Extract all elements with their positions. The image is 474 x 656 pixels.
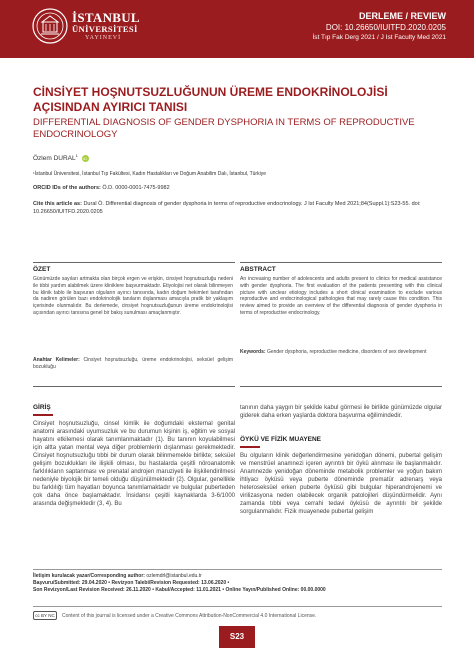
citation-block (33, 201, 443, 216)
author-name: Özlem DURAL (33, 155, 76, 163)
history-exam-heading: ÖYKÜ VE FİZİK MUAYENE (240, 436, 322, 443)
divider (33, 262, 235, 263)
abstract-en-heading: ABSTRACT (240, 266, 276, 273)
cite-label: Cite this article as: (33, 201, 82, 207)
author-line (33, 153, 89, 162)
article-history (33, 573, 326, 594)
heading-underline (33, 414, 53, 416)
orcid-label: ORCID IDs of the authors: (33, 185, 101, 191)
keywords-tr-label: Anahtar Kelimeler: (33, 357, 80, 363)
orcid-value[interactable]: Ö.D. 0000-0001-7475-9982 (102, 185, 170, 191)
title-english: DIFFERENTIAL DIAGNOSIS OF GENDER DYSPHORIA IN TERMS OF REPRODUCTIVE ENDOCRINOLOGY (33, 117, 415, 140)
dates-line-1: Başvuru/Submitted: 29.04.2020 • Revizyon Talebi/Revision Requested: 13.06.2020 • (33, 580, 230, 586)
corresponding-email[interactable]: ozlemdrl@istanbul.edu.tr (146, 573, 202, 579)
orcid-line (33, 185, 170, 191)
affiliation: ¹İstanbul Üniversitesi, İstanbul Tıp Fakültesi, Kadın Hastalıkları ve Doğum Anabilim Dalı, İstanbul, Türkiye (33, 171, 266, 177)
abstract-tr-heading: ÖZET (33, 266, 51, 273)
keywords-tr (33, 357, 233, 371)
footer-divider (33, 569, 442, 570)
cite-text: Dural Ö. Differential diagnosis of gender dysphoria in terms of reproductive endocrinology. J Ist Faculty Med 2021;84(Suppl.1):S23-55. doi: 10.26650/IUITFD.2020.0205 (33, 201, 421, 215)
continued-text: tanının daha yaygın bir şekilde kabul görmesi ile birlikte günümüzde olgular giderek daha erken yaşlarda doktora başvurma eğilimindedir. (240, 405, 442, 419)
orcid-icon[interactable]: iD (83, 155, 88, 161)
abstract-en-body: An increasing number of adolescents and adults present to clinics for medical assistance with gender dysphoria. The first evaluation of the patients presenting with this clinical picture with unclear etiology includes a short clinical examination to exclude various reproductive and endocrinological pathologies that may rarely cause this condition. This review aimed to provide an overview of the differential diagnosis of gender dysphoria in terms of reproductive endocrinology. (240, 276, 442, 316)
divider (33, 386, 235, 387)
article-type: DERLEME / REVIEW (358, 11, 446, 21)
intro-text: Cinsiyet hoşnutsuzluğu, cinsel kimlik ile doğumdaki eksternal genital anatomi arasındaki uyumsuzluk ve bu durumun kişinin iş, eğitim ve sosyal hayatını etkilemesi olarak tanımlanmaktadır (1). Bu tanının koyulabilmesi için altta yatan mental veya diğer problemlerin dışlanması gerekmektedir. Cinsiyet hoşnutsuzluğu tıbbi bir durum olarak bilinmemekle birlikte; seksüel gelişim bozuklukları ile ilişkili olması, bu hastalarda çeşitli nöroanatomik farklılıkların saptanması ve prenatal androjen maruziyeti ile ilişkilendirilmesi nedeniyle biyolojik bir temeli olduğu düşünülmektedir (2). Olgular, genellikle bu farklılığı tüm hayatları boyunca tanımlamaktadır ve bulgular puberteden çok daha önce başlamaktadır. İnsidansı çeşitli kaynaklarda 3-6/1000 arasında değişmektedir (3, 4). Bu (33, 421, 235, 507)
keywords-en-label: Keywords: (240, 349, 266, 355)
keywords-tr-value: Cinsiyet hoşnutsuzluğu, üreme endokrinolojisi, seksüel gelişim bozukluğu (33, 357, 233, 370)
page-number: S23 (219, 626, 255, 648)
abstract-en-text (240, 276, 442, 317)
divider (240, 262, 442, 263)
history-exam-text: Bu olguların klinik değerlendirmesine yenidoğan dönemi, pubertal gelişim ve menstrüel anamnezi içeren ayrıntılı bir öykü alınması ile başlanmalıdır. Anamnezde yenidoğan döneminde metabolik problemler ve yoğun bakım ihtiyacı öyküsü veya puberte döneminde prematür adrenarş veya heteroseksüel erken puberte öyküsü gibi bulgular hiperandrojenemi ve virilizasyona neden olabilecek organik patolojileri düşündürmelidir. Aynı zamanda tıbbi veya cerrahi tedavi öyküsü de ayrıntılı bir şekilde sorgulanmalıdır. Fizik muayenede pubertal gelişim (240, 453, 442, 515)
article-meta (312, 11, 446, 42)
divider (240, 386, 442, 387)
author-affiliation-marker: 1 (75, 153, 78, 158)
heading-underline (240, 446, 260, 448)
abstract-tr-text (33, 276, 233, 317)
license-text: Content of this journal is licensed under a Creative Commons Attribution-NonCommercial 4.0 International License. (62, 613, 317, 619)
journal-header (0, 0, 474, 58)
doi-link[interactable]: DOI: 10.26650/IUITFD.2020.0205 (325, 23, 446, 32)
footer-divider (33, 606, 442, 607)
publisher-press: YAYINEVİ (85, 35, 122, 41)
title-turkish: CİNSİYET HOŞNUTSUZLUĞUNUN ÜREME ENDOKRİNOLOJİSİ AÇISINDAN AYIRICI TANISI (33, 85, 388, 114)
creative-commons-icon[interactable]: cc BY NC (33, 611, 57, 620)
publisher-name: İSTANBUL (72, 10, 140, 25)
publisher-subname: ÜNİVERSİTESİ (72, 24, 138, 34)
abstract-tr-body: Günümüzde sayıları artmakta olan birçok ergen ve erişkin, cinsiyet hoşnutsuzluğu nedeni ile tıbbi yardım alabilmek üzere kliniklere başvurmaktadır. Etiyolojisi net olarak bilinmeyen bu klinik tablo ile başvuran olguların ayırıcı tanısında, kadın doğum hekimleri tarafından da nadiren görülen bazı endokrinolojik tanıların dışlanması amacıyla pratik bir yaklaşım içerisinde olunmalıdır. Bu derlemede, cinsiyet hoşnutsuzluğunun üreme endokrinolojisi açısından ayırıcı tanısına genel bir bakış sunulması amaçlanmıştır. (33, 276, 233, 316)
intro-heading: GİRİŞ (33, 404, 51, 411)
journal-citation: İst Tıp Fak Derg 2021 / J Ist Faculty Med 2021 (312, 34, 446, 41)
university-seal-icon (32, 8, 68, 44)
dates-line-2: Son Revizyon/Last Revision Received: 26.11.2020 • Kabul/Accepted: 11.01.2021 • Online Yayın/Published Online: 00.00.0000 (33, 587, 326, 593)
keywords-en-value: Gender dysphoria, reproductive medicine, disorders of sex development (266, 349, 427, 355)
corresponding-label: İletişim kurulacak yazar/Corresponding author: (33, 573, 145, 579)
keywords-en (240, 349, 442, 356)
